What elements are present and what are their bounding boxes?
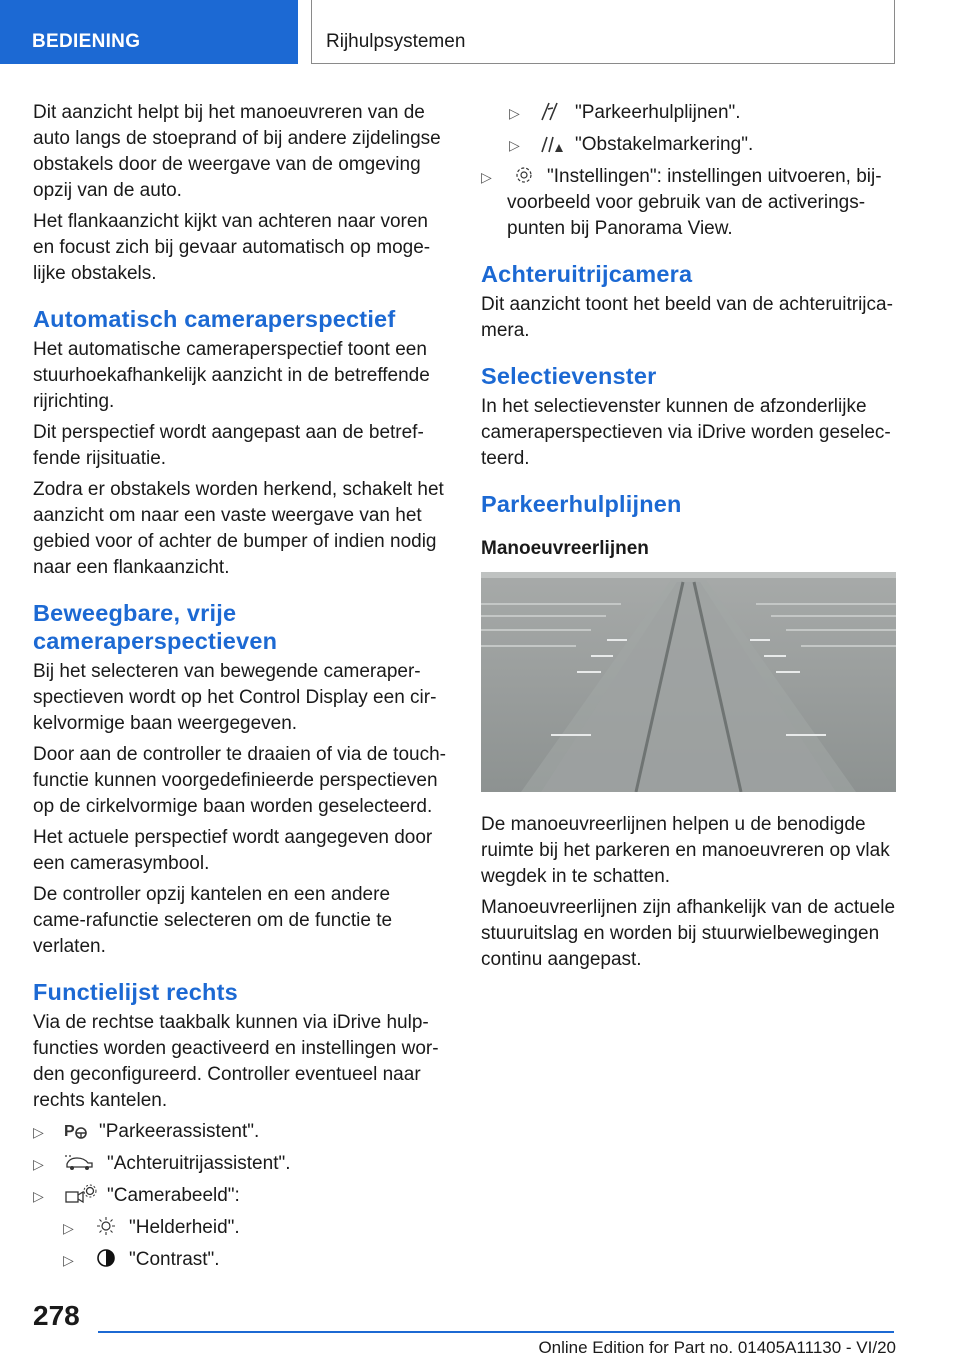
paragraph: Manoeuvreerlijnen zijn afhankelijk van de actuele stuuruitslag en worden bij stuurwielbewegingen continu aangepast.	[481, 897, 896, 970]
paragraph: Via de rechtse taakbalk kunnen via iDrive hulp-functies worden geactiveerd en instellingen wor-den geconfigureerd. Controller eventueel naar rechts kantelen.	[33, 1012, 439, 1111]
subbullet-parking-lines	[509, 100, 897, 126]
subheading-maneuver-lines: Manoeuvreerlijnen	[481, 538, 649, 559]
bullet-camera-view	[33, 1183, 448, 1209]
heading-movable-perspectives: Beweegbare, vrije cameraperspectieven	[33, 600, 278, 654]
paragraph: Zodra er obstakels worden herkend, schakelt het aanzicht om naar een vaste weergave van het gebied voor of achter de bumper of indien nodig naar een flankaanzicht.	[33, 479, 444, 578]
section-tab: BEDIENING	[0, 0, 298, 64]
paragraph: De controller opzij kantelen en een andere came-rafunctie selecteren om de functie te verlaten.	[33, 884, 393, 957]
bullet-triangle-icon: ▷	[33, 1156, 44, 1172]
paragraph: Het actuele perspectief wordt aangegeven door een camerasymbool.	[33, 827, 433, 874]
bullet-text: "Parkeerhulplijnen".	[575, 102, 741, 123]
bullet-text: "Helderheid".	[129, 1217, 240, 1238]
paragraph: Door aan de controller te draaien of via de touch-functie kunnen voorgedefinieerde perspectieven op de cirkelvormige baan worden geselecteerd.	[33, 744, 446, 817]
bullet-triangle-icon: ▷	[33, 1124, 44, 1140]
bullet-text: "Camerabeeld":	[107, 1185, 240, 1206]
svg-text:P: P	[64, 1123, 75, 1140]
paragraph: Dit aanzicht toont het beeld van de achteruitrijca-mera.	[481, 294, 893, 341]
paragraph: Het flankaanzicht kijkt van achteren naar voren en focust zich bij gevaar automatisch op moge-lijke obstakels.	[33, 211, 431, 284]
bullet-triangle-icon: ▷	[509, 105, 520, 121]
heading-function-list: Functielijst rechts	[33, 979, 238, 1005]
footer-divider	[98, 1331, 894, 1333]
parking-lines-icon	[539, 101, 565, 121]
bullet-text: "Contrast".	[129, 1249, 220, 1270]
left-column	[33, 100, 448, 1279]
bullet-reverse-assist	[33, 1151, 448, 1177]
subbullet-obstacle-marking	[509, 132, 897, 158]
maneuver-lines-illustration	[481, 572, 896, 792]
bullet-text: "Instellingen": instellingen uitvoeren, bij-voorbeeld voor gebruik van de activerings-punten bij Panorama View.	[507, 166, 882, 239]
bullet-text: "Parkeerassistent".	[99, 1121, 260, 1142]
contrast-icon	[93, 1248, 119, 1268]
paragraph: Het automatische cameraperspectief toont een stuurhoekafhankelijk aanzicht in de betreffende rijrichting.	[33, 339, 430, 412]
paragraph: De manoeuvreerlijnen helpen u de benodigde ruimte bij het parkeren en manoeuvreren op vlak wegdek in te schatten.	[481, 814, 890, 887]
gear-icon	[511, 165, 537, 185]
paragraph: In het selectievenster kunnen de afzonderlijke cameraperspectieven via iDrive worden geselec-teerd.	[481, 396, 891, 469]
subbullet-contrast	[63, 1247, 448, 1273]
heading-rear-camera: Achteruitrijcamera	[481, 261, 693, 287]
reverse-assist-icon	[63, 1152, 97, 1172]
bullet-triangle-icon: ▷	[509, 137, 520, 153]
bullet-park-assist	[33, 1119, 448, 1145]
heading-parking-lines: Parkeerhulplijnen	[481, 491, 682, 517]
bullet-settings	[481, 164, 897, 242]
footer-edition: Online Edition for Part no. 01405A11130 - VI/20	[538, 1338, 896, 1357]
paragraph: Dit aanzicht helpt bij het manoeuvreren van de auto langs de stoeprand of bij andere zijdelingse obstakels door de weergave van de omgeving opzij van de auto.	[33, 102, 441, 201]
subbullet-brightness	[63, 1215, 448, 1241]
page-number: 278	[33, 1300, 80, 1331]
heading-automatic-perspective: Automatisch cameraperspectief	[33, 306, 396, 332]
bullet-triangle-icon: ▷	[481, 169, 492, 185]
camera-settings-icon	[63, 1184, 97, 1204]
paragraph: Dit perspectief wordt aangepast aan de betref-fende rijsituatie.	[33, 422, 424, 469]
bullet-triangle-icon: ▷	[63, 1252, 74, 1268]
obstacle-marking-icon	[539, 133, 565, 153]
park-assist-icon	[63, 1120, 89, 1140]
right-column	[481, 100, 897, 978]
heading-selection-window: Selectievenster	[481, 363, 657, 389]
bullet-text: "Achteruitrijassistent".	[107, 1153, 291, 1174]
paragraph: Bij het selecteren van bewegende cameraper-spectieven wordt op het Control Display een cir-kelvormige baan weergegeven.	[33, 661, 437, 734]
brightness-icon	[93, 1216, 119, 1236]
bullet-triangle-icon: ▷	[33, 1188, 44, 1204]
bullet-text: "Obstakelmarkering".	[575, 134, 754, 155]
chapter-title: Rijhulpsystemen	[311, 0, 895, 64]
bullet-triangle-icon: ▷	[63, 1220, 74, 1236]
